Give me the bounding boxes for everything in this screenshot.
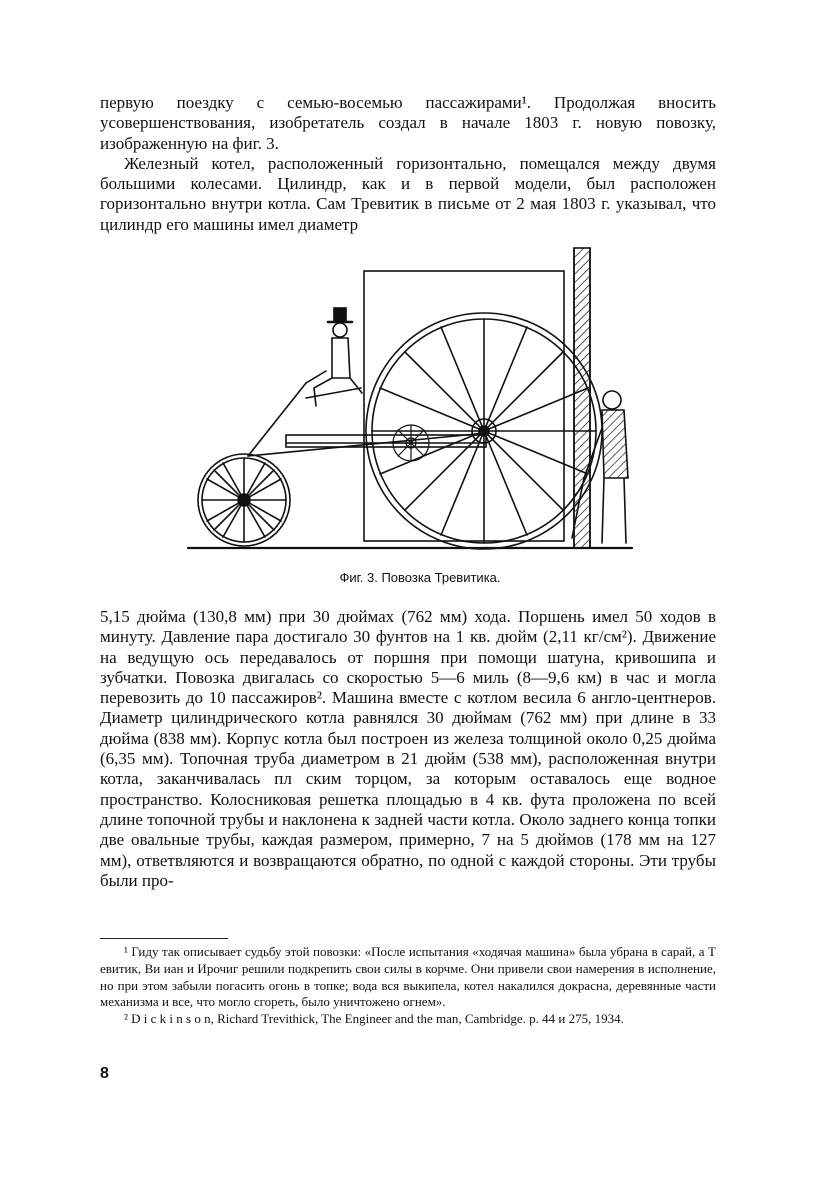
rear-wheel	[366, 313, 602, 549]
chimney	[574, 248, 590, 548]
driver-figure	[314, 308, 362, 406]
front-wheel	[198, 454, 290, 546]
figure-caption: Фиг. 3. Повозка Тревитика.	[339, 570, 501, 585]
gear	[393, 425, 429, 461]
paragraph-boiler: Железный котел, расположенный горизонтально, помещался между двумя большими колесами. Цилиндр, как и в первой модели, был расположен горизонтально внутри котла. Сам Тревитик в письме от 2 мая 1803 г. указывал, что цилиндр его машины имел диаметр	[100, 153, 716, 234]
footnote-2: ² D i c k i n s o n, Richard Trevithick, The Engineer and the man, Cambridge. p. 44 и 275, 1934.	[124, 1011, 624, 1027]
footnote-divider	[100, 938, 228, 939]
carriage-illustration	[186, 238, 636, 556]
paragraph-continuation: первую поездку с семью-восемью пассажирами¹. Продолжая вносить усовершенствования, изобретатель создал в начале 1803 г. новую повозку, изображенную на фиг. 3.	[100, 93, 716, 153]
top-text	[100, 93, 716, 235]
footnotes	[100, 944, 716, 1028]
figure-trevithick-carriage	[186, 238, 636, 556]
paragraph-specifications: 5,15 дюйма (130,8 мм) при 30 дюймах (762 мм) хода. Поршень имел 50 ходов в минуту. Давление пара достигало 30 фунтов на 1 кв. дюйм (2,11 кг/см²). Движение на ведущую ось передавалось от поршня при помощи шатуна, кривошипа и зубчатки. Повозка двигалась со скоростью 5—6 миль (8—9,6 км) в час и могла перевозить до 10 пассажиров². Машина вместе с котлом весила 6 англо-центнеров. Диаметр цилиндрического котла равнялся 30 дюймам (762 мм) при длине в 33 дюйма (838 мм). Корпус котла был построен из железа толщиной около 0,25 дюйма (6,35 мм). Топочная труба диаметром в 21 дюйм (538 мм), расположенная внутри котла, заканчивалась пл ским торцом, за которым оставалось еще водное пространство. Колосниковая решетка площадью в 4 кв. фута проложена по всей длине топочной трубы и наклонена к задней части котла. Около заднего конца топки две овальные трубы, каждая размером, примерно, 7 на 5 дюймов (178 мм на 127 мм), ответвляются и возвращаются обратно, по одной с каждой стороны. Эти трубы были про-	[100, 607, 716, 890]
boiler-box	[364, 271, 564, 541]
page-number: 8	[100, 1065, 109, 1082]
footnote-1: ¹ Гиду так описывает судьбу этой повозки: «После испытания «ходячая машина» была убрана в сарай, а Т евитик, Ви иан и Ирочиг решили подкрепить свои силы в корчме. Они привели свои намерения в исполнение, но при этом забыли погасить огонь в топке; вода вся выкипела, котел накалился докрасна, деревянные части механизма и все, что могло сгореть, было уничтожено огнем».	[100, 944, 716, 1010]
main-text	[100, 607, 716, 891]
